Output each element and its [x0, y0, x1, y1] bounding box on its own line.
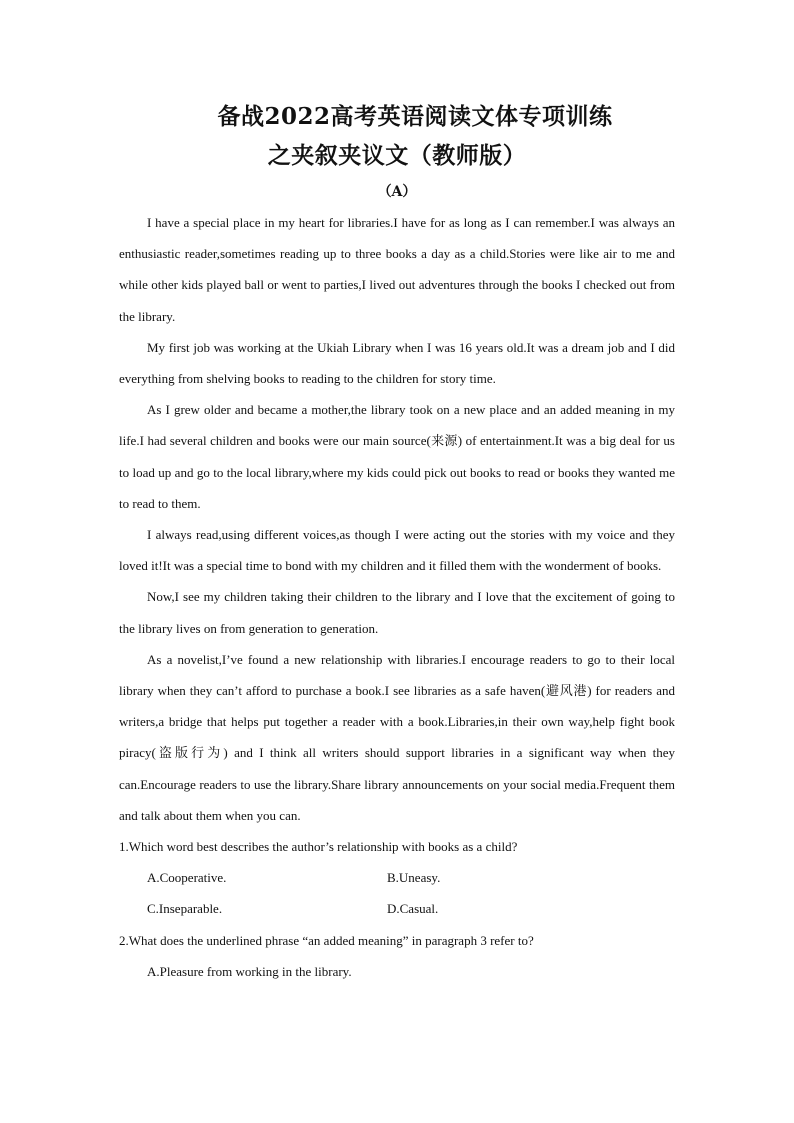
- passage-paragraph-5: Now,I see my children taking their children to the library and I love that the excitement of going to the library lives on from generation to generation.: [119, 589, 675, 636]
- question-1-option-d: D.Casual.: [387, 901, 439, 917]
- question-1-option-c: C.Inseparable.: [147, 901, 223, 917]
- document-title-line-1: 备战2022高考英语阅读文体专项训练: [217, 103, 613, 130]
- document-page: [119, 100, 675, 987]
- passage-paragraph-4: I always read,using different voices,as though I were acting out the stories with my voice and they loved it!It was a special time to bond with my children and it filled them with the wonderment of books.: [119, 527, 675, 574]
- question-1-option-a: A.Cooperative.: [147, 870, 227, 886]
- question-1: [119, 831, 675, 925]
- question-1-options: [119, 862, 675, 924]
- passage-paragraph-1: I have a special place in my heart for libraries.I have for as long as I can remember.I was always an enthusiastic reader,sometimes reading up to three books a day as a child.Stories were like air to me and while other kids played ball or went to parties,I lived out adventures through the books I checked out from the library.: [119, 215, 675, 324]
- question-2-stem: 2.What does the underlined phrase “an added meaning” in paragraph 3 refer to?: [119, 932, 534, 948]
- question-2-option-a: A.Pleasure from working in the library.: [147, 963, 352, 979]
- passage-paragraph-6: As a novelist,I’ve found a new relationship with libraries.I encourage readers to go to their local library when they can’t afford to purchase a book.I see libraries as a safe haven(避风港) for readers and writers,a bridge that helps put together a reader with a book.Libraries,in their own way,help fight book piracy(盗版行为) and I think all writers should support libraries in a significant way when they can.Encourage readers to use the library.Share library announcements on your social media.Frequent them and talk about them when you can.: [119, 651, 675, 823]
- passage-paragraph-2: My first job was working at the Ukiah Library when I was 16 years old.It was a dream job and I did everything from shelving books to reading to the children for story time.: [119, 339, 675, 387]
- question-1-stem: 1.Which word best describes the author’s relationship with books as a child?: [119, 839, 518, 855]
- question-1-option-b: B.Uneasy.: [387, 870, 441, 886]
- passage-paragraph-3: As I grew older and became a mother,the library took on a new place and an added meaning in my life.I had several children and books were our main source(来源) of entertainment.It was a big deal for us to load up and go to the local library,where my kids could pick out books to read or books they wanted me to read to them.: [119, 402, 675, 511]
- passage: [119, 207, 675, 831]
- section-label: （A）: [377, 184, 417, 200]
- document-title-line-2: 之夹叙夹议文（教师版）: [267, 142, 527, 169]
- question-2: [119, 925, 675, 987]
